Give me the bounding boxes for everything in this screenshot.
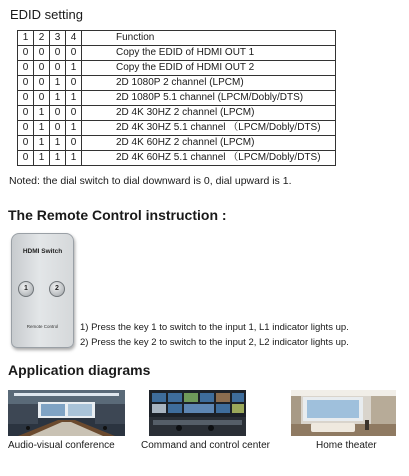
dial-switch-4-cell: 1	[66, 91, 82, 106]
edid-row	[18, 121, 336, 136]
dial-switch-4-cell: 0	[66, 46, 82, 61]
edid-setting-title: EDID setting	[10, 7, 83, 22]
dial-switch-2-cell: 0	[34, 46, 50, 61]
dial-switch-4-cell: 0	[66, 106, 82, 121]
home-theater-photo	[291, 390, 396, 436]
dial-switch-3-cell: 1	[50, 151, 66, 166]
edid-row	[18, 151, 336, 166]
control-center-photo	[149, 390, 246, 436]
function-cell: 2D 4K 60HZ 2 channel (LPCM)	[82, 136, 336, 151]
dial-switch-3-cell: 0	[50, 106, 66, 121]
dial-switch-note: Noted: the dial switch to dial downward is 0, dial upward is 1.	[9, 175, 292, 187]
dial-switch-2-cell: 0	[34, 61, 50, 76]
dial-switch-4-cell: 1	[66, 61, 82, 76]
dial-switch-4-cell: 4	[66, 31, 82, 46]
edid-table	[17, 30, 336, 166]
dial-switch-1-cell: 0	[18, 121, 34, 136]
edid-row	[18, 106, 336, 121]
function-cell: Copy the EDID of HDMI OUT 2	[82, 61, 336, 76]
remote-key-2: 2	[49, 281, 65, 297]
edid-row	[18, 91, 336, 106]
dial-switch-2-cell: 1	[34, 121, 50, 136]
function-cell: 2D 1080P 2 channel (LPCM)	[82, 76, 336, 91]
edid-row	[18, 61, 336, 76]
remote-key-1: 1	[18, 281, 34, 297]
dial-switch-2-cell: 2	[34, 31, 50, 46]
dial-switch-4-cell: 1	[66, 151, 82, 166]
dial-switch-3-cell: 3	[50, 31, 66, 46]
dial-switch-1-cell: 0	[18, 151, 34, 166]
function-cell: Copy the EDID of HDMI OUT 1	[82, 46, 336, 61]
dial-switch-1-cell: 1	[18, 31, 34, 46]
dial-switch-4-cell: 1	[66, 121, 82, 136]
function-cell: Function	[82, 31, 336, 46]
dial-switch-3-cell: 1	[50, 76, 66, 91]
dial-switch-3-cell: 0	[50, 46, 66, 61]
remote-instruction-2: 2) Press the key 2 to switch to the input 2, L2 indicator lights up.	[80, 337, 349, 348]
dial-switch-3-cell: 0	[50, 121, 66, 136]
dial-switch-2-cell: 0	[34, 91, 50, 106]
dial-switch-3-cell: 0	[50, 61, 66, 76]
dial-switch-2-cell: 1	[34, 136, 50, 151]
function-cell: 2D 4K 60HZ 5.1 channel （LPCM/Dobly/DTS)	[82, 151, 336, 166]
conference-room-photo	[8, 390, 125, 436]
edid-row	[18, 136, 336, 151]
dial-switch-3-cell: 1	[50, 136, 66, 151]
caption-command-control-center: Command and control center	[141, 440, 270, 451]
caption-audio-visual-conference: Audio-visual conference	[8, 440, 115, 451]
remote-device-label: HDMI Switch	[22, 248, 63, 255]
dial-switch-2-cell: 1	[34, 151, 50, 166]
remote-control-image	[11, 233, 74, 348]
application-diagrams-title: Application diagrams	[8, 362, 151, 378]
dial-switch-1-cell: 0	[18, 136, 34, 151]
function-cell: 2D 1080P 5.1 channel (LPCM/Dobly/DTS)	[82, 91, 336, 106]
caption-home-theater: Home theater	[316, 440, 377, 451]
function-cell: 2D 4K 30HZ 2 channel (LPCM)	[82, 106, 336, 121]
dial-switch-3-cell: 1	[50, 91, 66, 106]
dial-switch-1-cell: 0	[18, 91, 34, 106]
dial-switch-1-cell: 0	[18, 76, 34, 91]
dial-switch-2-cell: 0	[34, 76, 50, 91]
dial-switch-4-cell: 0	[66, 136, 82, 151]
dial-switch-1-cell: 0	[18, 61, 34, 76]
edid-row	[18, 46, 336, 61]
dial-switch-4-cell: 0	[66, 76, 82, 91]
dial-switch-2-cell: 1	[34, 106, 50, 121]
function-cell: 2D 4K 30HZ 5.1 channel （LPCM/Dobly/DTS)	[82, 121, 336, 136]
dial-switch-1-cell: 0	[18, 46, 34, 61]
remote-control-title: The Remote Control instruction :	[8, 207, 227, 223]
remote-instruction-1: 1) Press the key 1 to switch to the input 1, L1 indicator lights up.	[80, 322, 349, 333]
dial-switch-1-cell: 0	[18, 106, 34, 121]
edid-row	[18, 76, 336, 91]
edid-header-row	[18, 31, 336, 46]
remote-device-footer: Remote Control	[26, 324, 59, 329]
